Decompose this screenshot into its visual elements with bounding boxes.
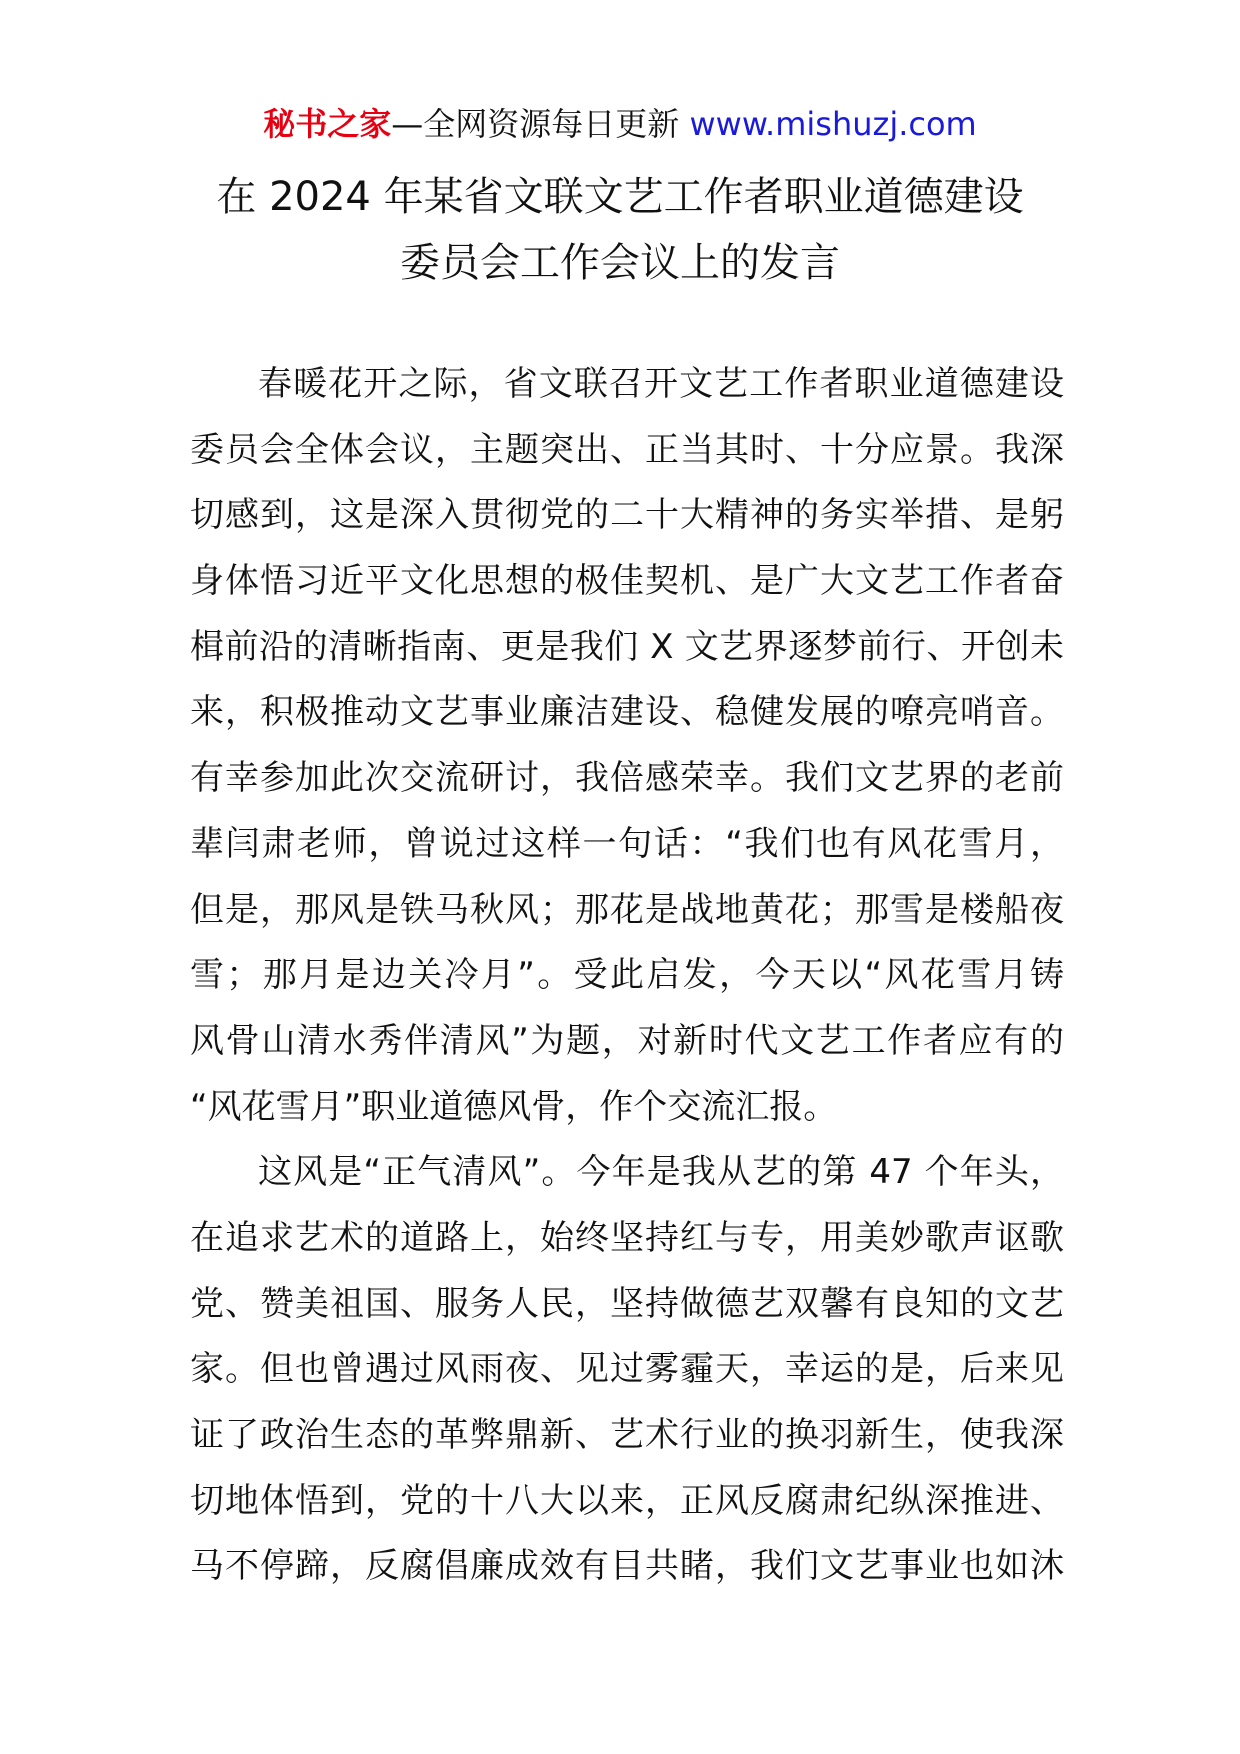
body-line: “风花雪月”职业道德风骨，作个交流汇报。: [190, 1086, 838, 1127]
body-line: 但是，那风是铁马秋风；那花是战地黄花；那雪是楼船夜: [190, 889, 1064, 930]
body-line: 这风是“正气清风”。今年是我从艺的第 47 个年头，: [258, 1152, 1064, 1193]
brand-name: 秘书之家: [263, 105, 392, 143]
page-header: [0, 100, 1240, 148]
body-line: 马不停蹄，反腐倡廉成效有目共睹，我们文艺事业也如沐: [190, 1546, 1064, 1587]
body-line: 楫前沿的清晰指南、更是我们 X 文艺界逐梦前行、开创未: [190, 626, 1064, 667]
site-url-link[interactable]: www.mishuzj.com: [689, 105, 977, 143]
body-line: 风骨山清水秀伴清风”为题，对新时代文艺工作者应有的: [190, 1020, 1064, 1061]
document-title: [140, 164, 1100, 296]
body-line: 春暖花开之际，省文联召开文艺工作者职业道德建设: [258, 364, 1064, 404]
body-line: 家。但也曾遇过风雨夜、见过雾霾天，幸运的是，后来见: [190, 1349, 1064, 1390]
body-line: 辈闫肃老师，曾说过这样一句话：“我们也有风花雪月，: [190, 823, 1064, 864]
body-line: 证了政治生态的革弊鼎新、艺术行业的换羽新生，使我深: [190, 1415, 1064, 1455]
body-line: 在追求艺术的道路上，始终坚持红与专，用美妙歌声讴歌: [190, 1217, 1064, 1258]
body-line: 身体悟习近平文化思想的极佳契机、是广大文艺工作者奋: [190, 561, 1064, 602]
title-line-2: 委员会工作会议上的发言: [400, 240, 840, 286]
body-line: 来，积极推动文艺事业廉洁建设、稳健发展的嘹亮哨音。: [190, 692, 1064, 733]
document-body: [190, 352, 1064, 1600]
body-line: 雪；那月是边关冷月”。受此启发，今天以“风花雪月铸: [190, 955, 1064, 996]
body-line: 委员会全体会议，主题突出、正当其时、十分应景。我深: [190, 429, 1064, 470]
body-line: 切感到，这是深入贯彻党的二十大精神的务实举措、是躬: [190, 495, 1064, 536]
title-line-1: 在 2024 年某省文联文艺工作者职业道德建设: [216, 174, 1024, 220]
header-tagline: —全网资源每日更新: [391, 105, 680, 143]
body-line: 党、赞美祖国、服务人民，坚持做德艺双馨有良知的文艺: [190, 1283, 1064, 1324]
body-line: 有幸参加此次交流研讨，我倍感荣幸。我们文艺界的老前: [190, 758, 1064, 799]
body-line: 切地体悟到，党的十八大以来，正风反腐肃纪纵深推进、: [190, 1480, 1064, 1521]
